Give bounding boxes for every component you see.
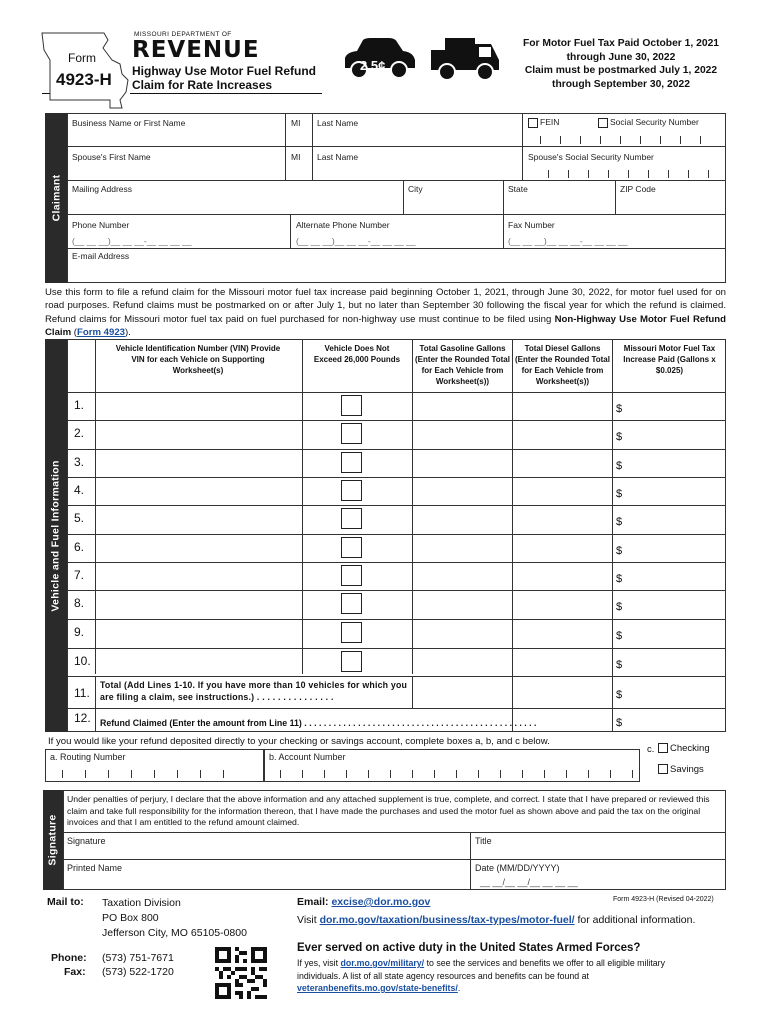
signature-field[interactable]: Signature	[67, 836, 106, 846]
row-divider	[67, 619, 726, 620]
col-tax-header: Missouri Motor Fuel Tax Increase Paid (Gallons x $0.025)	[623, 344, 716, 375]
account-type-c-label: c.	[647, 744, 655, 755]
claimant-section-label: Claimant	[45, 113, 67, 283]
spouse-first-name-field[interactable]: Spouse's First Name	[72, 152, 151, 162]
vin-input[interactable]	[97, 650, 300, 674]
gasoline-gallons-input[interactable]	[414, 507, 510, 532]
col-vehicle-weight-header: Vehicle Does Not Exceed 26,000 Pounds	[313, 344, 401, 364]
row-dollar-sign: $	[616, 431, 623, 443]
row-divider	[67, 562, 726, 563]
diesel-gallons-input[interactable]	[514, 564, 610, 588]
vin-input[interactable]	[97, 564, 300, 588]
dept-small-text: MISSOURI DEPARTMENT OF	[134, 31, 232, 38]
weight-checkbox[interactable]	[341, 508, 362, 529]
row-number: 6.	[74, 540, 85, 554]
fein-checkbox[interactable]	[528, 117, 559, 128]
phone-field[interactable]: Phone Number	[72, 220, 130, 230]
row-dollar-sign: $	[616, 573, 623, 585]
row-dollar-sign: $	[616, 403, 623, 415]
notice-line4: through September 30, 2022	[552, 78, 690, 90]
form-label: Form	[68, 51, 96, 65]
phone-label: Phone:	[51, 952, 87, 964]
row-divider	[67, 648, 726, 649]
gasoline-gallons-input[interactable]	[414, 564, 510, 588]
fein-box[interactable]	[528, 118, 538, 128]
form-number-underline	[42, 93, 50, 94]
visit-text: Visit	[297, 914, 317, 926]
savings-checkbox[interactable]	[658, 764, 668, 774]
row-number: 10.	[74, 654, 91, 668]
fax-field[interactable]: Fax Number	[508, 220, 555, 230]
savings-label: Savings	[670, 764, 704, 775]
weight-checkbox[interactable]	[341, 593, 362, 614]
car-badge: 2.5¢	[360, 58, 386, 73]
military-text-2: to see the services and benefits we offer to all eligible military individuals. A list of all state agency resources and benefits can be found at	[297, 958, 666, 981]
visit-line	[297, 914, 695, 926]
diesel-gallons-input[interactable]	[514, 650, 610, 674]
row-divider	[67, 590, 726, 591]
address-line3: Jefferson City, MO 65105-0800	[102, 927, 247, 939]
row-dollar-sign: $	[616, 516, 623, 528]
spouse-ssn-ticks	[528, 170, 718, 178]
fax-label: Fax:	[64, 966, 86, 978]
address-line2: PO Box 800	[102, 912, 159, 924]
row-number: 1.	[74, 398, 85, 412]
row-number: 5.	[74, 511, 85, 525]
gasoline-gallons-input[interactable]	[414, 650, 510, 674]
diesel-gallons-input[interactable]	[514, 592, 610, 617]
gasoline-gallons-input[interactable]	[414, 621, 510, 646]
row-dollar-sign: $	[616, 659, 623, 671]
city-field[interactable]: City	[408, 184, 423, 194]
line12-dollar: $	[616, 717, 623, 729]
form-number: 4923-H	[56, 70, 112, 89]
signature-section-label: Signature	[43, 790, 63, 890]
row-dollar-sign: $	[616, 601, 623, 613]
spouse-last-name-field[interactable]: Last Name	[317, 152, 359, 162]
diesel-gallons-input[interactable]	[514, 479, 610, 503]
row-number: 3.	[74, 455, 85, 469]
tax-amount-input[interactable]	[630, 394, 720, 418]
tax-amount-input[interactable]	[630, 536, 720, 560]
tax-amount-input[interactable]	[630, 422, 720, 447]
row-dollar-sign: $	[616, 488, 623, 500]
veteran-benefits-link[interactable]: veteranbenefits.mo.gov/state-benefits/	[297, 983, 458, 993]
notice-line1: For Motor Fuel Tax Paid October 1, 2021	[522, 38, 720, 49]
mailing-address-field[interactable]: Mailing Address	[72, 184, 133, 194]
zip-field[interactable]: ZIP Code	[620, 184, 656, 194]
gasoline-gallons-input[interactable]	[414, 394, 510, 418]
vehicle-section-label: Vehicle and Fuel Information	[45, 339, 67, 732]
title-field[interactable]: Title	[475, 836, 492, 846]
business-name-field[interactable]: Business Name or First Name	[72, 118, 186, 128]
mi-field[interactable]: MI	[291, 118, 301, 128]
row-divider	[67, 477, 726, 478]
military-text-1: If yes, visit	[297, 958, 339, 968]
email-field[interactable]: E-mail Address	[72, 251, 130, 261]
col-gasoline-header: Total Gasoline Gallons (Enter the Rounded Total for Each Vehicle from Worksheet(s))	[415, 344, 510, 386]
title-rule	[130, 93, 322, 94]
tax-amount-input[interactable]	[630, 621, 720, 646]
deposit-instructions: If you would like your refund deposited directly to your checking or savings account, complete boxes a, b, and c below.	[48, 736, 550, 747]
weight-checkbox[interactable]	[341, 537, 362, 558]
fax-mask: (__ __ __)__ __ __-__ __ __ __	[508, 236, 628, 246]
line12-number: 12.	[74, 711, 91, 725]
ssn-checkbox[interactable]	[598, 117, 699, 128]
visit-tail: for additional information.	[577, 914, 696, 926]
col-vin-header: Vehicle Identification Number (VIN) Provide VIN for each Vehicle on Supporting Worksheet(s)	[115, 344, 281, 375]
checking-label: Checking	[670, 743, 710, 754]
vin-input[interactable]	[97, 621, 300, 646]
weight-checkbox[interactable]	[341, 565, 362, 586]
diesel-gallons-input[interactable]	[514, 422, 610, 447]
truck-icon	[425, 36, 505, 82]
row-divider	[67, 449, 726, 450]
last-name-field[interactable]: Last Name	[317, 118, 359, 128]
notice-line2: through June 30, 2022	[566, 51, 676, 63]
tax-amount-input[interactable]	[630, 650, 720, 674]
email-label: Email:	[297, 896, 329, 908]
line12-text: Refund Claimed (Enter the amount from Line 11) . . . . . . . . . . . . . . . . . . . . . . . . . . . . . . . . . . . . . . . . . . . . . . . .	[100, 718, 537, 728]
account-ticks	[270, 770, 638, 778]
row-number: 2.	[74, 426, 85, 440]
col-diesel-header: Total Diesel Gallons (Enter the Rounded Total for Each Vehicle from Worksheet(s))	[515, 344, 610, 386]
tax-amount-input[interactable]	[630, 479, 720, 503]
checking-option[interactable]	[658, 743, 710, 754]
row-dollar-sign: $	[616, 460, 623, 472]
military-text	[297, 957, 697, 995]
military-end: .	[457, 983, 461, 993]
gasoline-gallons-input[interactable]	[414, 536, 510, 560]
weight-checkbox[interactable]	[341, 651, 362, 672]
diesel-gallons-input[interactable]	[514, 394, 610, 418]
diesel-gallons-input[interactable]	[514, 536, 610, 560]
routing-ticks	[50, 770, 260, 778]
vin-input[interactable]	[97, 422, 300, 447]
phone-number: (573) 751-7671	[102, 952, 174, 964]
qr-code-icon[interactable]	[215, 946, 267, 1000]
line11-text: Total (Add Lines 1-10. If you have more than 10 vehicles for which you are filing a claim, see instructions.) . . . . . . . . . . . . . . .	[100, 680, 408, 702]
row-number: 8.	[74, 596, 85, 610]
notice-line3: Claim must be postmarked July 1, 2022	[524, 65, 718, 76]
line11-amount-field[interactable]	[630, 680, 720, 702]
row-number: 9.	[74, 625, 85, 639]
weight-checkbox[interactable]	[341, 452, 362, 473]
perjury-statement: Under penalties of perjury, I declare that the above information and any attached supplement is true, complete, and correct. I state that I have prepared or reviewed this claim and take full responsibility for the information thereon, that I have made the purchases and used the motor fuel as shown above and paid the tax on the original invoices and that I am entitled to the refund amount claimed.	[67, 794, 710, 827]
ssn-label: Social Security Number	[610, 117, 699, 127]
state-field[interactable]: State	[508, 184, 528, 194]
row-number: 7.	[74, 568, 85, 582]
email-link[interactable]: excise@dor.mo.gov	[331, 896, 431, 908]
vin-input[interactable]	[97, 592, 300, 617]
diesel-gallons-input[interactable]	[514, 451, 610, 475]
tax-amount-input[interactable]	[630, 564, 720, 588]
vin-input[interactable]	[97, 451, 300, 475]
intro-open: (	[71, 326, 78, 338]
line11-dollar: $	[616, 689, 623, 701]
motor-fuel-link[interactable]: dor.mo.gov/taxation/business/tax-types/motor-fuel/	[319, 914, 575, 926]
fein-label: FEIN	[540, 117, 560, 127]
email-contact	[297, 896, 430, 908]
weight-checkbox[interactable]	[341, 622, 362, 643]
alt-phone-field[interactable]: Alternate Phone Number	[296, 220, 390, 230]
fax-number: (573) 522-1720	[102, 966, 174, 978]
military-heading: Ever served on active duty in the United States Armed Forces?	[297, 942, 641, 954]
form-title	[132, 64, 316, 92]
spouse-mi-field[interactable]: MI	[291, 152, 301, 162]
form-title-line2: Claim for Rate Increases	[132, 78, 273, 92]
row-divider	[67, 534, 726, 535]
vin-input[interactable]	[97, 479, 300, 503]
line11-number: 11.	[74, 686, 90, 700]
row-divider	[67, 420, 726, 421]
intro-paragraph	[45, 286, 726, 339]
intro-text: Use this form to file a refund claim for the Missouri motor fuel tax increase paid beginning October 1, 2021, through June 30, 2022, for motor fuel used for on road purposes. Refund claims must be postmarked on or after July 1, but no later than September 30 following the fiscal year for which the refund is claimed. Refund claims for Missouri motor fuel tax paid on fuel purchased for non-highway use must continue to be filed using	[45, 287, 726, 325]
ssn-box[interactable]	[598, 118, 608, 128]
intro-bold: Non-Highway Use Motor Fuel Refund Claim	[45, 313, 726, 338]
tax-amount-input[interactable]	[630, 451, 720, 475]
savings-option[interactable]	[658, 764, 704, 775]
form-revision: Form 4923-H (Revised 04-2022)	[613, 896, 714, 903]
weight-checkbox[interactable]	[341, 395, 362, 416]
vin-input[interactable]	[97, 394, 300, 418]
routing-number-field[interactable]: a. Routing Number	[50, 752, 126, 762]
printed-name-field[interactable]: Printed Name	[67, 863, 123, 873]
checking-checkbox[interactable]	[658, 743, 668, 753]
form-title-line1: Highway Use Motor Fuel Refund	[132, 64, 317, 78]
revenue-logo: REVENUE	[132, 37, 260, 63]
gasoline-gallons-input[interactable]	[414, 479, 510, 503]
gasoline-gallons-input[interactable]	[414, 592, 510, 617]
spouse-ssn-field[interactable]: Spouse's Social Security Number	[528, 152, 654, 162]
line12-amount-field[interactable]	[630, 711, 720, 729]
alt-phone-mask: (__ __ __)__ __ __-__ __ __ __	[296, 236, 416, 246]
row-divider	[67, 392, 726, 393]
military-link[interactable]: dor.mo.gov/military/	[340, 958, 425, 968]
vin-input[interactable]	[97, 536, 300, 560]
diesel-gallons-input[interactable]	[514, 621, 610, 646]
gasoline-gallons-input[interactable]	[414, 451, 510, 475]
row-number: 4.	[74, 483, 85, 497]
row-dollar-sign: $	[616, 545, 623, 557]
vin-input[interactable]	[97, 507, 300, 532]
address-line1: Taxation Division	[102, 897, 181, 909]
weight-checkbox[interactable]	[341, 480, 362, 501]
phone-mask: (__ __ __)__ __ __-__ __ __ __	[72, 236, 192, 246]
mailing-address	[102, 896, 247, 941]
date-mask: __ __/__ __/__ __ __ __	[480, 877, 578, 887]
tax-period-notice	[506, 37, 736, 91]
gasoline-gallons-input[interactable]	[414, 422, 510, 447]
row-divider	[67, 505, 726, 506]
intro-close: ).	[125, 326, 131, 338]
tax-amount-input[interactable]	[630, 507, 720, 532]
weight-checkbox[interactable]	[341, 423, 362, 444]
row-dollar-sign: $	[616, 630, 623, 642]
tax-amount-input[interactable]	[630, 592, 720, 617]
account-number-field[interactable]: b. Account Number	[269, 752, 346, 762]
date-field[interactable]: Date (MM/DD/YYYY)	[475, 863, 560, 873]
mail-to-label: Mail to:	[47, 896, 84, 908]
form-4923-link[interactable]: Form 4923	[77, 326, 126, 338]
diesel-gallons-input[interactable]	[514, 507, 610, 532]
id-number-ticks	[528, 136, 718, 144]
